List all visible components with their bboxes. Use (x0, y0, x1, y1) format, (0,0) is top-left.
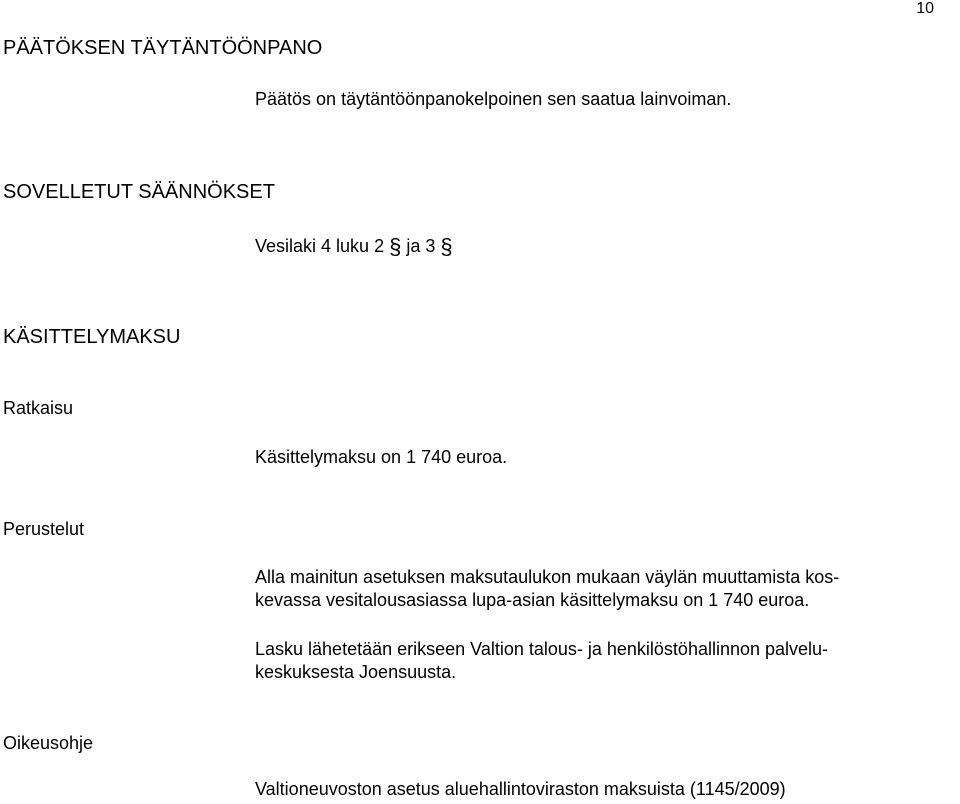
section-sign: § (440, 234, 453, 259)
heading-fee: KÄSITTELYMAKSU (3, 326, 181, 348)
label-decision: Ratkaisu (3, 398, 74, 418)
invoice-line-2: keskuksesta Joensuusta. (255, 662, 457, 682)
heading-enforcement: PÄÄTÖKSEN TÄYTÄNTÖÖNPANO (3, 37, 323, 59)
label-grounds: Perustelut (3, 519, 85, 539)
enforcement-text: Päätös on täytäntöönpanokelpoinen sen saatua lainvoiman. (255, 89, 732, 109)
heading-applied-rules: SOVELLETUT SÄÄNNÖKSET (3, 181, 275, 203)
grounds-line-1: Alla mainitun asetuksen maksutaulukon mukaan väylän muuttamista kos- (255, 567, 840, 587)
decision-text: Käsittelymaksu on 1 740 euroa. (255, 447, 508, 467)
legal-basis-text: Valtioneuvoston asetus aluehallintoviraston maksuista (1145/2009) (255, 779, 786, 799)
label-legal-basis: Oikeusohje (3, 733, 94, 753)
invoice-paragraph (255, 638, 955, 684)
applied-rules-text (255, 232, 453, 258)
section-sign: § (389, 234, 402, 259)
grounds-line-2: kevassa vesitalousasiassa lupa-asian käsittelymaksu on 1 740 euroa. (255, 590, 810, 610)
applied-rules-text-mid: ja 3 (406, 236, 436, 256)
invoice-line-1: Lasku lähetetään erikseen Valtion talous- ja henkilöstöhallinnon palvelu- (255, 639, 829, 659)
applied-rules-text-pre: Vesilaki 4 luku 2 (255, 236, 385, 256)
grounds-paragraph (255, 566, 955, 612)
page-number: 10 (916, 0, 934, 17)
